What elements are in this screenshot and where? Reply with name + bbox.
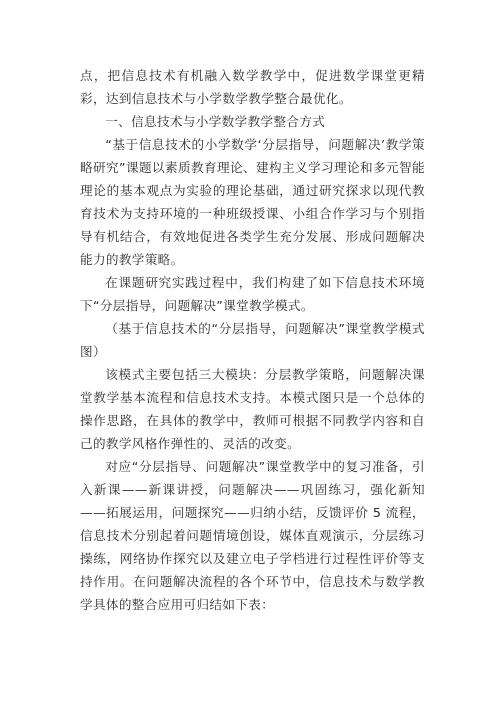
paragraph-process-steps: 对应“分层指导、问题解决”课堂教学中的复习准备，引入新课——新课讲授，问题解决——巩固练习，强化新知——拓展运用，问题探究——归纳小结，反馈评价 5 流程，信息技术分别起着问题情境创设，媒体直观演示，分层练习操练，网络协作探究以及建立电子学档进行过程性评价等支持作用。在问题解决流程的各个环节中，信息技术与数学教学具体的整合应用可归结如下表： — [80, 459, 425, 612]
section-heading: 一、信息技术与小学数学教学整合方式 — [105, 114, 326, 129]
paragraph-research-topic: “基于信息技术的小学数学‘分层指导，问题解决’教学策略研究”课题以素质教育理论、建构主义学习理论和多元智能理论的基本观点为实验的理论基础，通过研究探求以现代教育技术为支持环境的一种班级授课、小组合作学习与个别指导有机结合，有效地促进各类学生充分发展、形成问题解决能力的教学策略。 — [80, 137, 425, 267]
paragraph-model-construction: 在课题研究实践过程中，我们构建了如下信息技术环境下“分层指导，问题解决”课堂教学模式。 — [80, 275, 425, 313]
document-body — [80, 64, 425, 616]
paragraph-model-modules: 该模式主要包括三大模块：分层教学策略，问题解决课堂教学基本流程和信息技术支持。本模式图只是一个总体的操作思路，在具体的教学中，教师可根据不同教学内容和自己的教学风格作弹性的、灵活的改变。 — [80, 367, 425, 451]
figure-caption: （基于信息技术的“分层指导，问题解决”课堂教学模式图） — [80, 321, 425, 359]
paragraph-continuation: 点，把信息技术有机融入数学教学中，促进数学课堂更精彩，达到信息技术与小学数学教学整合最优化。 — [80, 68, 425, 106]
